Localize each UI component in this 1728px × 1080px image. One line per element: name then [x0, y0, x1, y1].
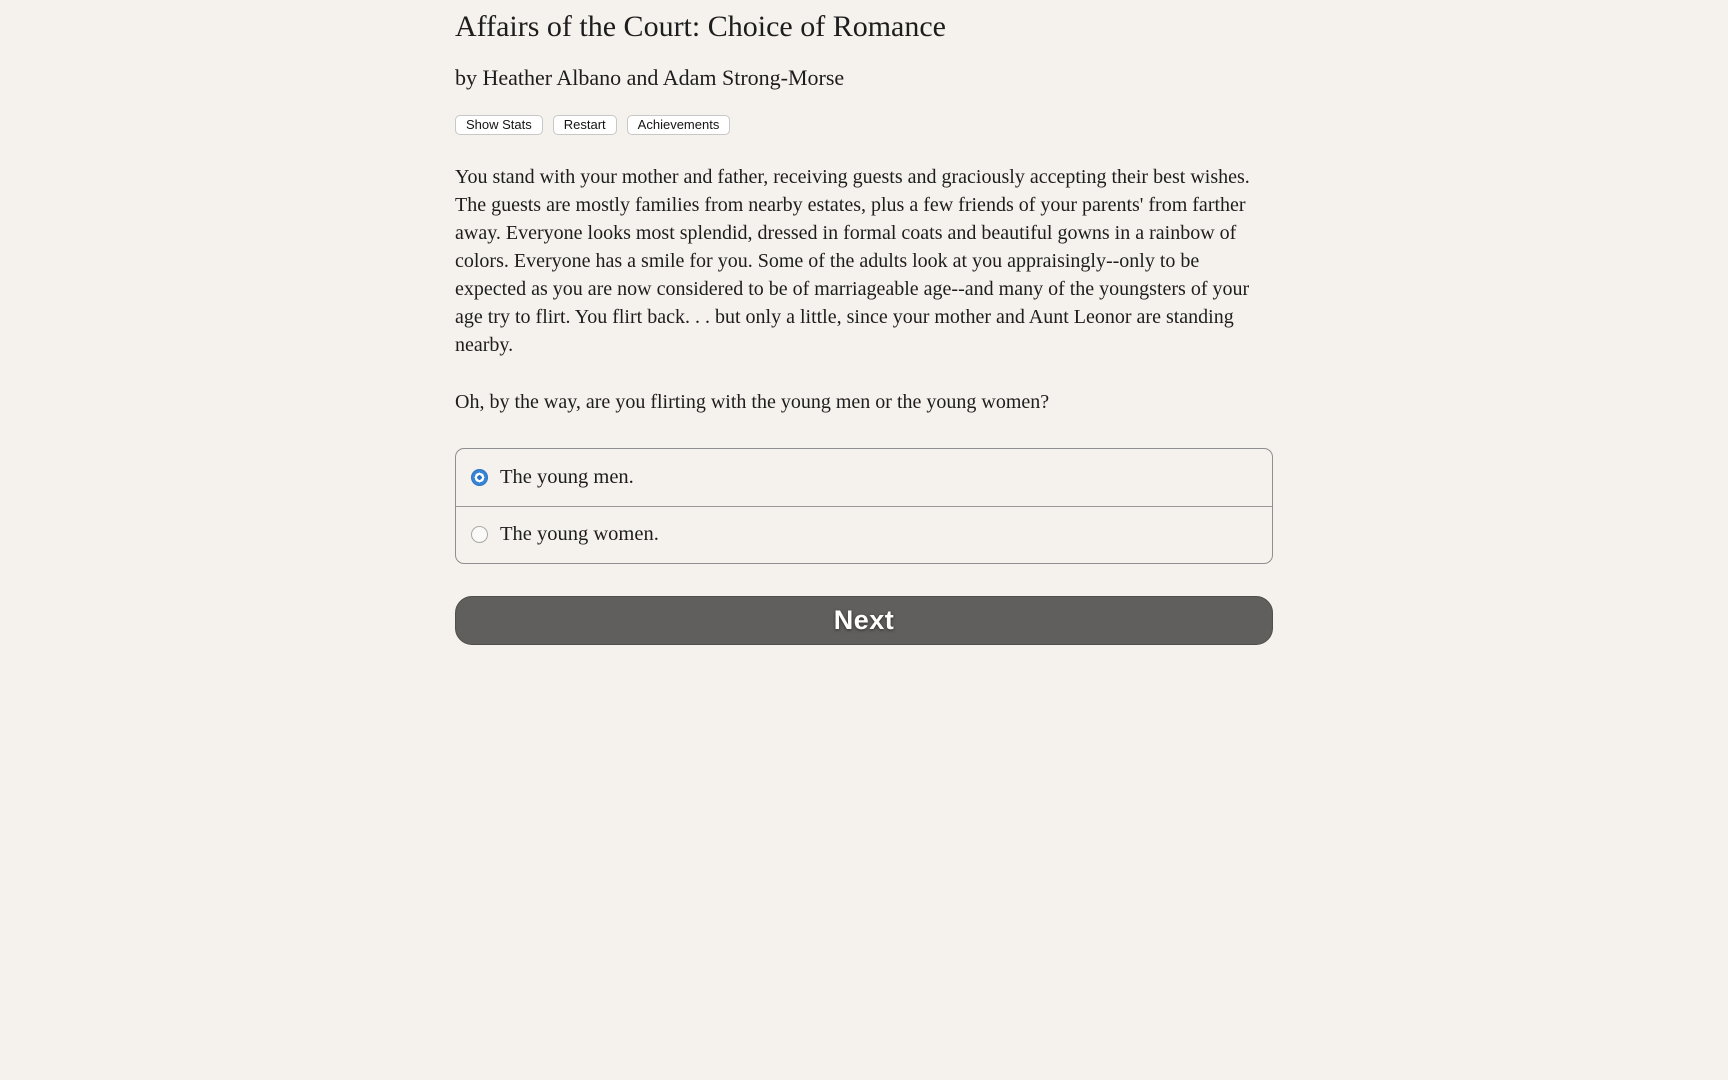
choice-label-young-men: The young men.	[500, 465, 634, 488]
restart-button[interactable]: Restart	[553, 115, 617, 135]
choice-group	[455, 448, 1273, 564]
story-question: Oh, by the way, are you flirting with the young men or the young women?	[455, 390, 1050, 413]
show-stats-button[interactable]: Show Stats	[455, 115, 543, 135]
page-title: Affairs of the Court: Choice of Romance	[455, 10, 946, 43]
achievements-button[interactable]: Achievements	[627, 115, 731, 135]
radio-selected-icon[interactable]	[471, 469, 488, 486]
choice-option-young-men[interactable]	[456, 449, 1272, 506]
choice-label-young-women: The young women.	[500, 523, 659, 546]
choice-option-young-women[interactable]	[456, 506, 1272, 563]
game-page	[455, 0, 1273, 645]
next-button[interactable]: Next	[455, 596, 1273, 645]
byline: by Heather Albano and Adam Strong-Morse	[455, 65, 845, 90]
radio-unselected-icon[interactable]	[471, 526, 488, 543]
story-paragraph: You stand with your mother and father, receiving guests and graciously accepting their best wishes. The guests are mostly families from nearby estates, plus a few friends of your parents' from farther away. Everyone looks most splendid, dressed in formal coats and beautiful gowns in a rainbow of colors. Everyone has a smile for you. Some of the adults look at you appraisingly--only to be expected as you are now considered to be of marriageable age--and many of the youngsters of your age try to flirt. You flirt back. . . but only a little, since your mother and Aunt Leonor are standing nearby.	[455, 165, 1250, 356]
toolbar	[455, 115, 1273, 135]
